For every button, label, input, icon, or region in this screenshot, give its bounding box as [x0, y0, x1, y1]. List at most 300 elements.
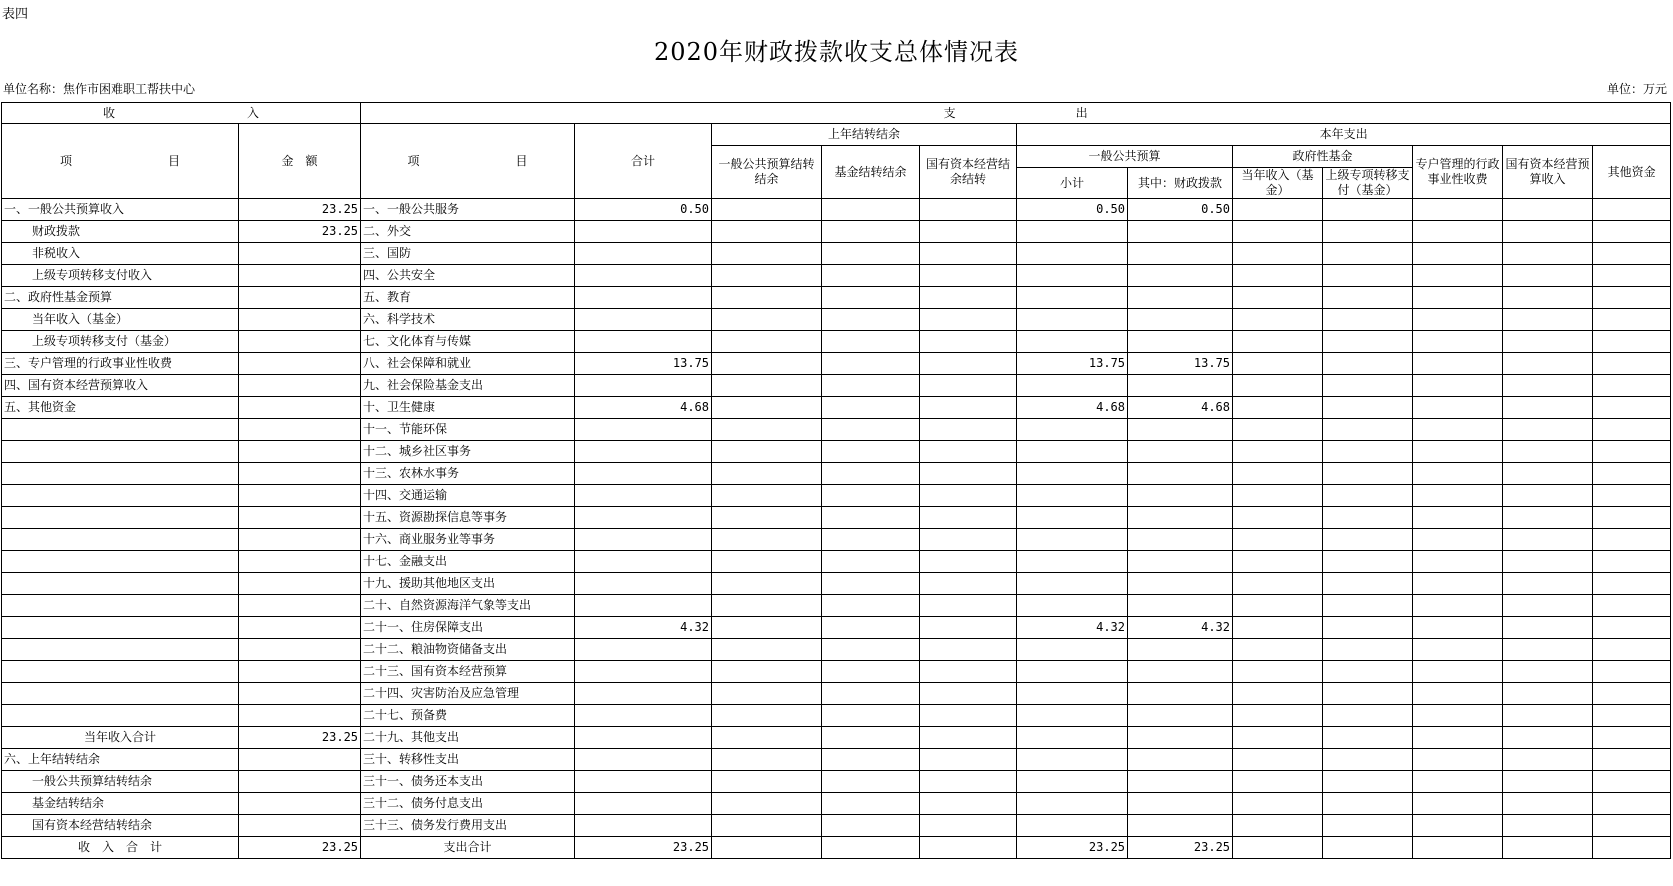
gf-current-cell [1233, 661, 1323, 683]
income-item-cell: 一般公共预算结转结余 [2, 771, 239, 793]
special-fee-cell [1413, 309, 1503, 331]
special-fee-cell [1413, 573, 1503, 595]
other-funds-cell [1593, 331, 1671, 353]
other-funds-cell [1593, 199, 1671, 221]
table-row [2, 243, 1671, 265]
income-amount-header: 金 额 [239, 124, 361, 199]
special-fee-cell [1413, 771, 1503, 793]
other-funds-cell [1593, 793, 1671, 815]
income-item-cell [2, 639, 239, 661]
special-fee-cell [1413, 683, 1503, 705]
ly-general-cell [712, 771, 822, 793]
fiscal-cell [1128, 727, 1233, 749]
table-row [2, 771, 1671, 793]
other-funds-cell [1593, 815, 1671, 837]
state-capital-cell [1503, 265, 1593, 287]
subtotal-cell [1017, 331, 1128, 353]
fiscal-cell [1128, 661, 1233, 683]
state-capital-cell [1503, 551, 1593, 573]
special-fee-cell [1413, 793, 1503, 815]
expense-item-cell: 二十一、住房保障支出 [361, 617, 575, 639]
gf-transfer-cell [1323, 815, 1413, 837]
total-cell [575, 727, 712, 749]
state-capital-cell [1503, 199, 1593, 221]
ly-fund-cell [822, 837, 920, 859]
ly-state-cell [920, 639, 1017, 661]
table-row [2, 551, 1671, 573]
other-funds-cell [1593, 287, 1671, 309]
expense-item-cell: 二十、自然资源海洋气象等支出 [361, 595, 575, 617]
total-cell [575, 683, 712, 705]
gov-fund-header: 政府性基金 [1233, 146, 1413, 168]
ly-fund-cell [822, 683, 920, 705]
income-amount-cell [239, 419, 361, 441]
subtotal-cell: 4.32 [1017, 617, 1128, 639]
state-capital-cell [1503, 573, 1593, 595]
income-amount-cell: 23.25 [239, 837, 361, 859]
gf-current-cell [1233, 595, 1323, 617]
ly-state-cell [920, 441, 1017, 463]
ly-general-header: 一般公共预算结转结余 [712, 146, 822, 199]
this-year-expense-header: 本年支出 [1017, 124, 1671, 146]
income-item-cell: 非税收入 [2, 243, 239, 265]
income-amount-cell [239, 683, 361, 705]
special-fee-cell [1413, 375, 1503, 397]
expense-item-cell: 二十九、其他支出 [361, 727, 575, 749]
state-capital-cell [1503, 749, 1593, 771]
ly-general-cell [712, 727, 822, 749]
income-item-cell [2, 661, 239, 683]
expense-item-cell: 十六、商业服务业等事务 [361, 529, 575, 551]
gf-current-cell [1233, 221, 1323, 243]
gf-current-cell [1233, 815, 1323, 837]
gf-current-header: 当年收入（基金） [1233, 168, 1323, 199]
fiscal-cell: 13.75 [1128, 353, 1233, 375]
last-year-carryover-header: 上年结转结余 [712, 124, 1017, 146]
expense-item-cell: 十二、城乡社区事务 [361, 441, 575, 463]
subtotal-cell: 4.68 [1017, 397, 1128, 419]
ly-general-cell [712, 375, 822, 397]
gf-current-cell [1233, 287, 1323, 309]
table-row [2, 287, 1671, 309]
fiscal-cell: 4.32 [1128, 617, 1233, 639]
total-cell [575, 793, 712, 815]
ly-fund-cell [822, 771, 920, 793]
table-row [2, 463, 1671, 485]
state-capital-cell [1503, 485, 1593, 507]
expense-item-cell: 三、国防 [361, 243, 575, 265]
gf-transfer-cell [1323, 397, 1413, 419]
expense-item-cell: 六、科学技术 [361, 309, 575, 331]
ly-general-cell [712, 353, 822, 375]
income-item-cell: 财政拨款 [2, 221, 239, 243]
budget-table [1, 102, 1671, 859]
special-fee-cell [1413, 837, 1503, 859]
gf-current-cell [1233, 441, 1323, 463]
income-item-cell: 收 入 合 计 [2, 837, 239, 859]
table-row [2, 441, 1671, 463]
subtotal-cell [1017, 595, 1128, 617]
state-capital-header: 国有资本经营预算收入 [1503, 146, 1593, 199]
gf-transfer-cell [1323, 551, 1413, 573]
income-amount-cell [239, 463, 361, 485]
state-capital-cell [1503, 771, 1593, 793]
expense-header: 支 出 [361, 103, 1671, 124]
income-amount-cell [239, 265, 361, 287]
ly-state-header: 国有资本经营结余结转 [920, 146, 1017, 199]
ly-fund-cell [822, 265, 920, 287]
income-item-cell [2, 573, 239, 595]
special-fee-cell [1413, 243, 1503, 265]
gf-transfer-cell [1323, 727, 1413, 749]
income-item-cell [2, 463, 239, 485]
subtotal-cell [1017, 815, 1128, 837]
income-amount-cell [239, 331, 361, 353]
gf-current-cell [1233, 375, 1323, 397]
income-amount-cell [239, 507, 361, 529]
state-capital-cell [1503, 661, 1593, 683]
gf-transfer-cell [1323, 683, 1413, 705]
gf-transfer-cell [1323, 793, 1413, 815]
subtotal-cell [1017, 705, 1128, 727]
special-fee-cell [1413, 617, 1503, 639]
gf-transfer-cell [1323, 331, 1413, 353]
fiscal-cell: 23.25 [1128, 837, 1233, 859]
total-cell [575, 815, 712, 837]
special-fee-cell [1413, 507, 1503, 529]
income-item-cell [2, 485, 239, 507]
fiscal-cell [1128, 683, 1233, 705]
subtotal-cell [1017, 265, 1128, 287]
expense-item-cell: 十九、援助其他地区支出 [361, 573, 575, 595]
expense-item-cell: 七、文化体育与传媒 [361, 331, 575, 353]
fiscal-cell [1128, 485, 1233, 507]
total-cell [575, 507, 712, 529]
state-capital-cell [1503, 419, 1593, 441]
total-cell [575, 749, 712, 771]
expense-item-cell: 三十二、债务付息支出 [361, 793, 575, 815]
expense-item-cell: 三十三、债务发行费用支出 [361, 815, 575, 837]
subtotal-cell [1017, 551, 1128, 573]
income-amount-cell [239, 705, 361, 727]
total-cell: 23.25 [575, 837, 712, 859]
gf-transfer-cell [1323, 639, 1413, 661]
income-item-cell: 五、其他资金 [2, 397, 239, 419]
total-cell [575, 265, 712, 287]
total-cell [575, 573, 712, 595]
ly-state-cell [920, 551, 1017, 573]
total-cell [575, 243, 712, 265]
other-funds-cell [1593, 617, 1671, 639]
income-amount-cell [239, 815, 361, 837]
state-capital-cell [1503, 331, 1593, 353]
fiscal-cell [1128, 507, 1233, 529]
gf-transfer-cell [1323, 661, 1413, 683]
total-cell [575, 661, 712, 683]
income-item-cell [2, 507, 239, 529]
ly-state-cell [920, 595, 1017, 617]
income-amount-cell [239, 793, 361, 815]
ly-state-cell [920, 617, 1017, 639]
ly-general-cell [712, 551, 822, 573]
table-number-label: 表四 [2, 7, 29, 22]
ly-fund-cell [822, 749, 920, 771]
ly-state-cell [920, 793, 1017, 815]
other-funds-cell [1593, 529, 1671, 551]
other-funds-cell [1593, 265, 1671, 287]
expense-item-cell: 四、公共安全 [361, 265, 575, 287]
table-row [2, 595, 1671, 617]
other-funds-header: 其他资金 [1593, 146, 1671, 199]
total-cell [575, 221, 712, 243]
state-capital-cell [1503, 397, 1593, 419]
special-fee-cell [1413, 551, 1503, 573]
total-cell [575, 551, 712, 573]
income-amount-cell [239, 529, 361, 551]
subtotal-cell [1017, 727, 1128, 749]
table-row [2, 815, 1671, 837]
income-item-cell [2, 529, 239, 551]
special-fee-cell [1413, 287, 1503, 309]
special-fee-cell [1413, 397, 1503, 419]
table-row [2, 617, 1671, 639]
subtotal-cell [1017, 419, 1128, 441]
table-row [2, 397, 1671, 419]
subtotal-cell [1017, 771, 1128, 793]
ly-fund-cell [822, 639, 920, 661]
fiscal-cell [1128, 309, 1233, 331]
fiscal-cell: 4.68 [1128, 397, 1233, 419]
general-budget-header: 一般公共预算 [1017, 146, 1233, 168]
ly-general-cell [712, 683, 822, 705]
ly-state-cell [920, 309, 1017, 331]
ly-general-cell [712, 485, 822, 507]
gf-transfer-cell [1323, 837, 1413, 859]
other-funds-cell [1593, 397, 1671, 419]
total-cell [575, 287, 712, 309]
gf-current-cell [1233, 485, 1323, 507]
income-item-cell: 当年收入（基金） [2, 309, 239, 331]
ly-general-cell [712, 419, 822, 441]
total-cell [575, 419, 712, 441]
table-row [2, 221, 1671, 243]
table-row [2, 793, 1671, 815]
ly-fund-cell [822, 397, 920, 419]
gf-current-cell [1233, 529, 1323, 551]
gf-transfer-cell [1323, 507, 1413, 529]
total-cell [575, 529, 712, 551]
subtotal-cell: 13.75 [1017, 353, 1128, 375]
total-header: 合计 [575, 124, 712, 199]
ly-general-cell [712, 199, 822, 221]
ly-general-cell [712, 749, 822, 771]
total-cell [575, 441, 712, 463]
fiscal-cell [1128, 265, 1233, 287]
expense-item-cell: 三十一、债务还本支出 [361, 771, 575, 793]
income-amount-cell [239, 551, 361, 573]
ly-fund-cell [822, 617, 920, 639]
income-amount-cell: 23.25 [239, 199, 361, 221]
income-header: 收 入 [2, 103, 361, 124]
special-fee-cell [1413, 639, 1503, 661]
special-fee-cell [1413, 595, 1503, 617]
fiscal-cell [1128, 331, 1233, 353]
fiscal-cell [1128, 287, 1233, 309]
ly-state-cell [920, 529, 1017, 551]
other-funds-cell [1593, 661, 1671, 683]
ly-general-cell [712, 463, 822, 485]
fiscal-cell [1128, 705, 1233, 727]
table-row [2, 199, 1671, 221]
ly-state-cell [920, 683, 1017, 705]
income-amount-cell [239, 441, 361, 463]
other-funds-cell [1593, 683, 1671, 705]
table-row [2, 309, 1671, 331]
gf-current-cell [1233, 397, 1323, 419]
income-amount-cell: 23.25 [239, 727, 361, 749]
income-item-cell: 三、专户管理的行政事业性收费 [2, 353, 239, 375]
ly-fund-cell [822, 815, 920, 837]
special-fee-cell [1413, 463, 1503, 485]
gf-transfer-cell [1323, 573, 1413, 595]
special-fee-cell [1413, 221, 1503, 243]
ly-fund-cell [822, 309, 920, 331]
expense-item-cell: 二十三、国有资本经营预算 [361, 661, 575, 683]
table-row [2, 331, 1671, 353]
state-capital-cell [1503, 617, 1593, 639]
other-funds-cell [1593, 551, 1671, 573]
ly-general-cell [712, 507, 822, 529]
expense-item-cell: 三十、转移性支出 [361, 749, 575, 771]
fiscal-cell [1128, 793, 1233, 815]
fiscal-cell [1128, 771, 1233, 793]
income-amount-cell [239, 375, 361, 397]
ly-state-cell [920, 419, 1017, 441]
income-amount-cell [239, 749, 361, 771]
state-capital-cell [1503, 221, 1593, 243]
subtotal-cell [1017, 683, 1128, 705]
state-capital-cell [1503, 463, 1593, 485]
fiscal-cell [1128, 441, 1233, 463]
table-row [2, 727, 1671, 749]
gf-transfer-cell [1323, 463, 1413, 485]
subtotal-cell [1017, 507, 1128, 529]
income-amount-cell [239, 485, 361, 507]
gf-current-cell [1233, 793, 1323, 815]
total-cell [575, 639, 712, 661]
ly-general-cell [712, 705, 822, 727]
subtotal-header: 小计 [1017, 168, 1128, 199]
subtotal-cell: 0.50 [1017, 199, 1128, 221]
table-row [2, 485, 1671, 507]
ly-fund-cell [822, 287, 920, 309]
gf-transfer-cell [1323, 441, 1413, 463]
table-row [2, 419, 1671, 441]
ly-state-cell [920, 243, 1017, 265]
ly-fund-cell [822, 331, 920, 353]
gf-transfer-cell [1323, 221, 1413, 243]
income-item-cell: 二、政府性基金预算 [2, 287, 239, 309]
income-item-cell [2, 441, 239, 463]
state-capital-cell [1503, 815, 1593, 837]
other-funds-cell [1593, 463, 1671, 485]
ly-fund-cell [822, 419, 920, 441]
state-capital-cell [1503, 727, 1593, 749]
total-cell: 4.68 [575, 397, 712, 419]
expense-item-cell: 十七、金融支出 [361, 551, 575, 573]
income-amount-cell [239, 287, 361, 309]
table-row [2, 683, 1671, 705]
gf-transfer-cell [1323, 199, 1413, 221]
income-item-cell: 四、国有资本经营预算收入 [2, 375, 239, 397]
total-cell: 4.32 [575, 617, 712, 639]
income-item-cell: 国有资本经营结转结余 [2, 815, 239, 837]
income-amount-cell [239, 639, 361, 661]
special-fee-cell [1413, 419, 1503, 441]
ly-fund-cell [822, 243, 920, 265]
fiscal-cell: 0.50 [1128, 199, 1233, 221]
fiscal-cell [1128, 419, 1233, 441]
ly-fund-cell [822, 441, 920, 463]
gf-current-cell [1233, 265, 1323, 287]
state-capital-cell [1503, 243, 1593, 265]
state-capital-cell [1503, 353, 1593, 375]
other-funds-cell [1593, 243, 1671, 265]
special-fee-cell [1413, 529, 1503, 551]
other-funds-cell [1593, 507, 1671, 529]
income-amount-cell [239, 617, 361, 639]
fiscal-cell [1128, 529, 1233, 551]
ly-general-cell [712, 639, 822, 661]
ly-state-cell [920, 771, 1017, 793]
income-item-cell [2, 683, 239, 705]
gf-transfer-cell [1323, 353, 1413, 375]
ly-fund-header: 基金结转结余 [822, 146, 920, 199]
gf-current-cell [1233, 727, 1323, 749]
other-funds-cell [1593, 771, 1671, 793]
ly-fund-cell [822, 507, 920, 529]
total-cell: 13.75 [575, 353, 712, 375]
ly-fund-cell [822, 463, 920, 485]
fiscal-cell [1128, 595, 1233, 617]
table-row [2, 265, 1671, 287]
ly-state-cell [920, 815, 1017, 837]
ly-fund-cell [822, 551, 920, 573]
gf-current-cell [1233, 617, 1323, 639]
other-funds-cell [1593, 837, 1671, 859]
ly-fund-cell [822, 529, 920, 551]
gf-current-cell [1233, 507, 1323, 529]
state-capital-cell [1503, 309, 1593, 331]
ly-state-cell [920, 331, 1017, 353]
gf-transfer-cell [1323, 749, 1413, 771]
gf-transfer-cell [1323, 771, 1413, 793]
ly-fund-cell [822, 221, 920, 243]
fiscal-header: 其中：财政拨款 [1128, 168, 1233, 199]
subtotal-cell [1017, 375, 1128, 397]
gf-current-cell [1233, 639, 1323, 661]
other-funds-cell [1593, 485, 1671, 507]
fiscal-cell [1128, 375, 1233, 397]
gf-current-cell [1233, 243, 1323, 265]
ly-fund-cell [822, 661, 920, 683]
special-fee-cell [1413, 265, 1503, 287]
ly-state-cell [920, 837, 1017, 859]
expense-item-cell: 一、一般公共服务 [361, 199, 575, 221]
subtotal-cell [1017, 661, 1128, 683]
gf-transfer-header: 上级专项转移支付（基金） [1323, 168, 1413, 199]
table-row [2, 507, 1671, 529]
